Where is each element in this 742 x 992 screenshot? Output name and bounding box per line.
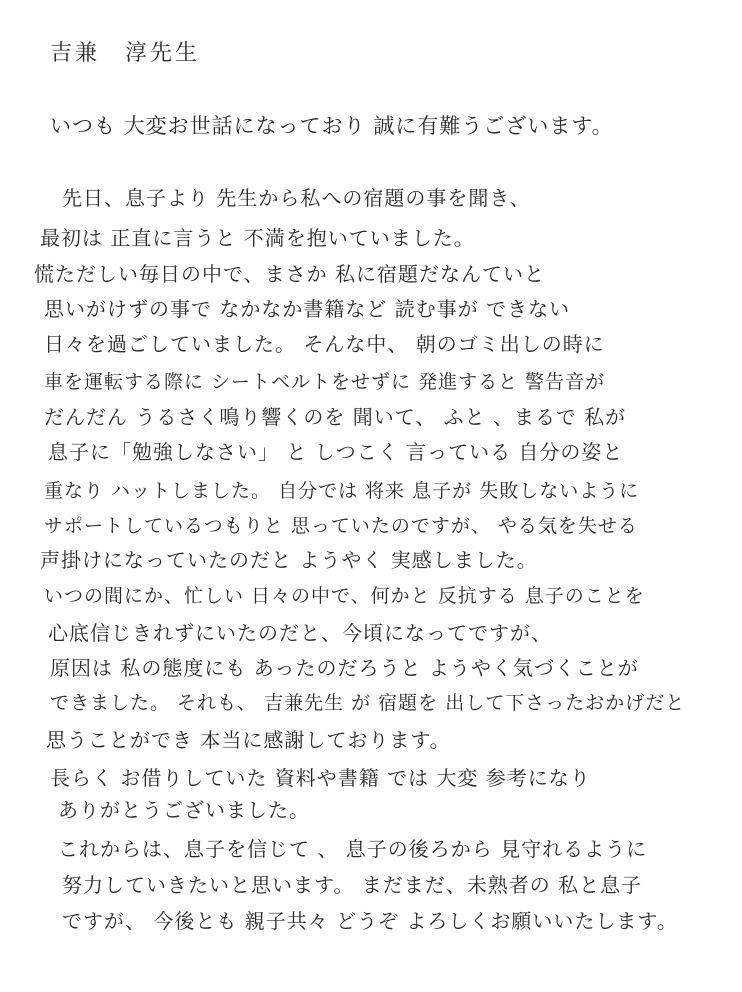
letter-salutation: 吉兼 淳先生 (50, 41, 201, 66)
letter-line: いつの間にか、忙しい 日々の中で、何かと 反抗する 息子のことを (44, 585, 645, 607)
letter-line: 最初は 正直に言うと 不満を抱いていました。 (40, 226, 475, 250)
letter-line: だんだん うるさく鳴り響くのを 聞いて、 ふと 、まるで 私が (44, 405, 627, 429)
letter-line: ですが、 今後とも 親子共々 どうぞ よろしくお願いいたします。 (62, 909, 678, 933)
letter-line: 日々を過ごしていました。 そんな中、 朝のゴミ出しの時に (44, 332, 605, 356)
letter-line: 慌ただしい毎日の中で、まさか 私に宿題だなんていと (34, 262, 545, 286)
letter-line: 長らく お借りしていた 資料や書籍 では 大変 参考になり (50, 766, 591, 790)
letter-line: サポートしているつもりと 思っていたのですが、 やる気を失せる (44, 515, 638, 537)
letter-line: できました。 それも、 吉兼先生 が 宿題を 出して下さったおかげだと (50, 692, 686, 714)
letter-line: 心底信じきれずにいたのだと、今頃になってですが、 (48, 621, 552, 645)
letter-line: 息子に「勉強しなさい」 と しつこく 言っている 自分の姿と (48, 440, 624, 464)
letter-line: 車を運転する際に シートベルトをせずに 発進すると 警告音が (44, 371, 606, 393)
letter-greeting: いつも 大変お世話になっており 誠に有難うございます。 (50, 114, 614, 138)
letter-line: 先日、息子より 先生から私への宿題の事を聞き、 (62, 186, 531, 210)
letter-line: ありがとうございました。 (58, 798, 310, 822)
letter-line: これからは、息子を信じて 、 息子の後ろから 見守れるように (58, 837, 648, 861)
letter-line: 重なり ハットしました。 自分では 将来 息子が 失敗しないように (44, 480, 640, 502)
letter-line: 思いがけずの事で なかなか書籍など 読む事が できない (44, 297, 571, 321)
letter-line: 原因は 私の態度にも あったのだろうと ようやく気づくことが (50, 656, 639, 680)
letter-line: 声掛けになっていたのだと ようやく 実感しました。 (40, 548, 538, 572)
letter-line: 思うことができ 本当に感謝しております。 (46, 728, 451, 752)
letter-line: 努力していきたいと思います。 まだまだ、未熟者の 私と息子 (62, 873, 643, 897)
